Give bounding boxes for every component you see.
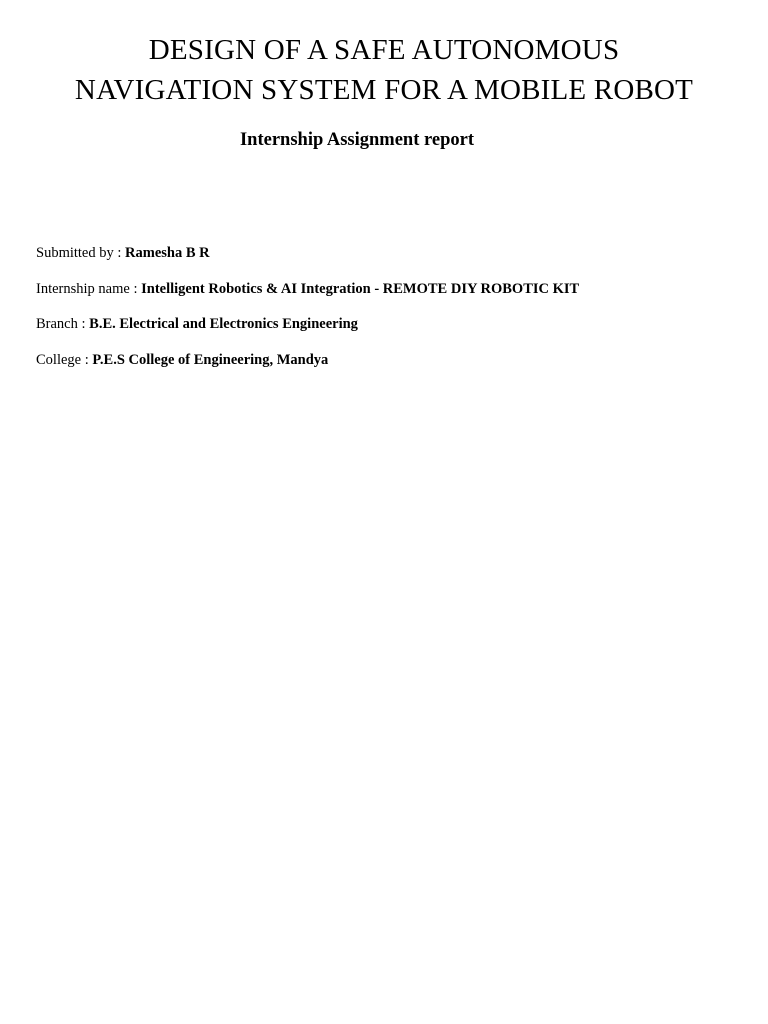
submitted-by-label: Submitted by : xyxy=(36,245,126,261)
submitted-by-field xyxy=(36,243,736,263)
title-line-1: DESIGN OF A SAFE AUTONOMOUS xyxy=(148,34,620,66)
internship-name-label: Internship name : xyxy=(36,280,142,297)
document-subtitle: Internship Assignment report xyxy=(239,130,474,150)
internship-name-value: Intelligent Robotics & AI Integration - REMOTE DIY ROBOTIC KIT xyxy=(141,280,580,297)
title-line-2: NAVIGATION SYSTEM FOR A MOBILE ROBOT xyxy=(74,74,694,106)
internship-name-field xyxy=(36,279,736,299)
college-value: P.E.S College of Engineering, Mandya xyxy=(92,351,329,368)
branch-value: B.E. Electrical and Electronics Engineering xyxy=(89,316,358,332)
college-field xyxy=(36,350,736,370)
branch-field xyxy=(36,314,736,334)
document-title xyxy=(0,30,768,110)
college-label: College : xyxy=(36,351,93,368)
branch-label: Branch : xyxy=(36,316,90,332)
submitted-by-value: Ramesha B R xyxy=(125,245,210,261)
report-details xyxy=(36,243,736,385)
